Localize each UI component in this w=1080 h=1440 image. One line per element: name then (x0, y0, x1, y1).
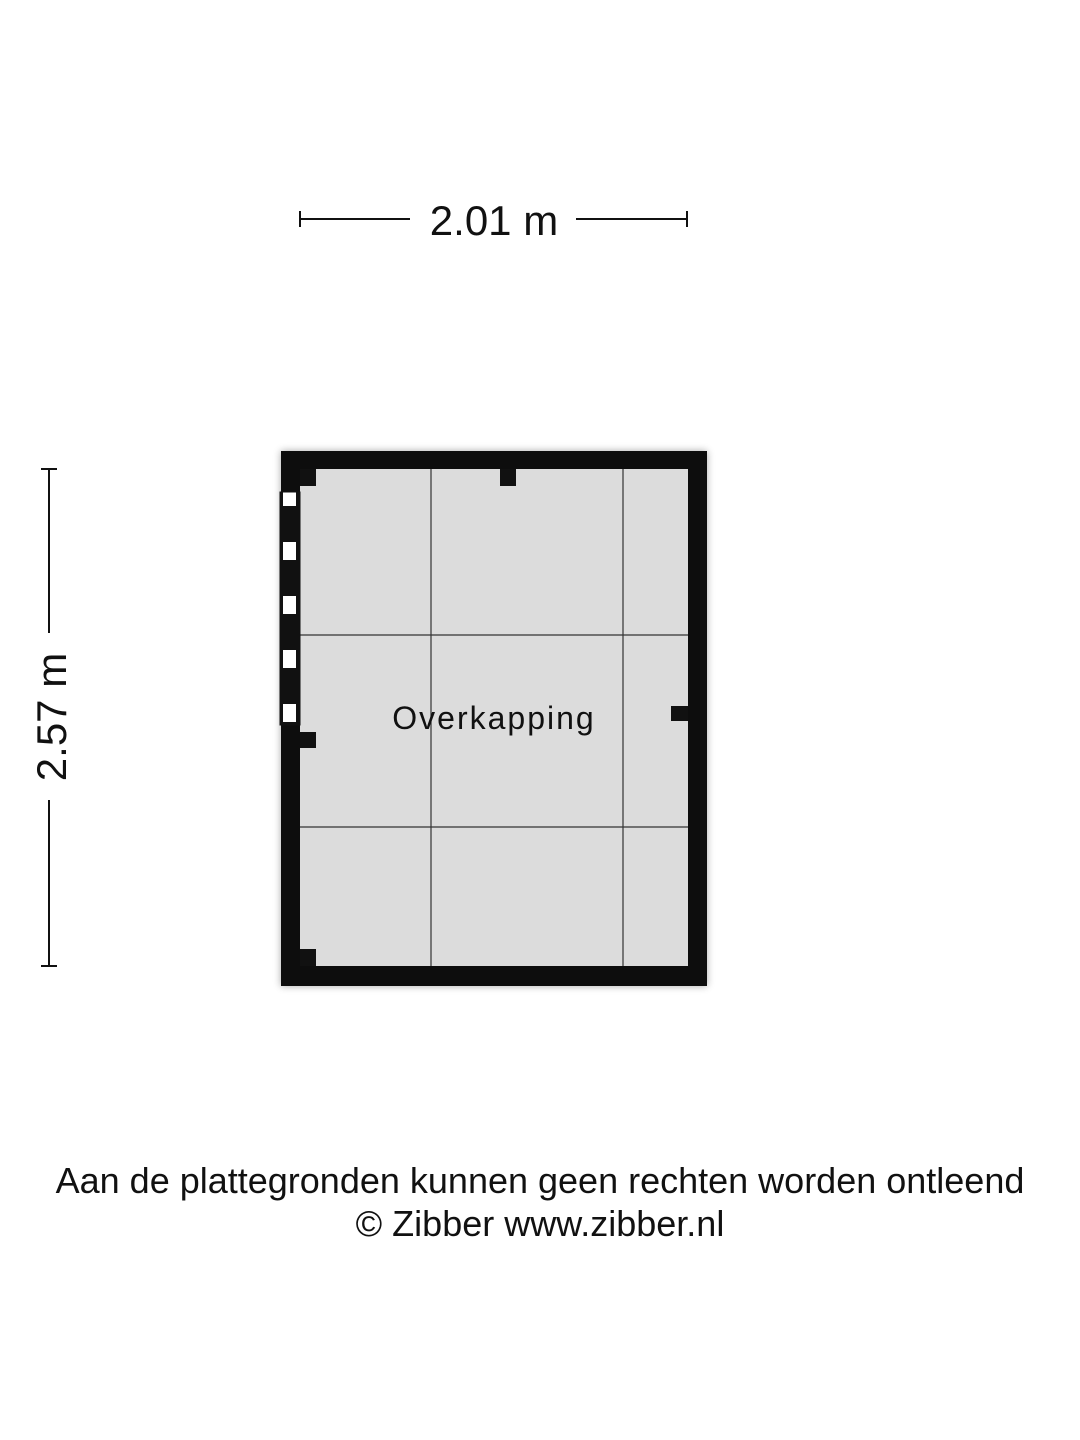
height-dimension (28, 469, 75, 966)
room-label: Overkapping (392, 700, 596, 736)
post-left-middle (300, 732, 316, 748)
width-dimension (300, 197, 687, 244)
width-dimension-label: 2.01 m (429, 197, 559, 244)
wall-opening-inner-edge (296, 492, 300, 725)
height-dimension-label: 2.57 m (28, 652, 75, 782)
post-top-middle (500, 469, 516, 486)
post-bottom-left (300, 949, 316, 966)
wall-opening (280, 492, 300, 725)
wall-opening-outer-edge (280, 492, 283, 725)
room-overkapping (280, 451, 707, 986)
post-top-left (300, 469, 316, 486)
post-right-middle (671, 706, 688, 721)
disclaimer-text: Aan de plattegronden kunnen geen rechten worden ontleend (55, 1160, 1025, 1201)
copyright-text: © Zibber www.zibber.nl (355, 1203, 725, 1244)
